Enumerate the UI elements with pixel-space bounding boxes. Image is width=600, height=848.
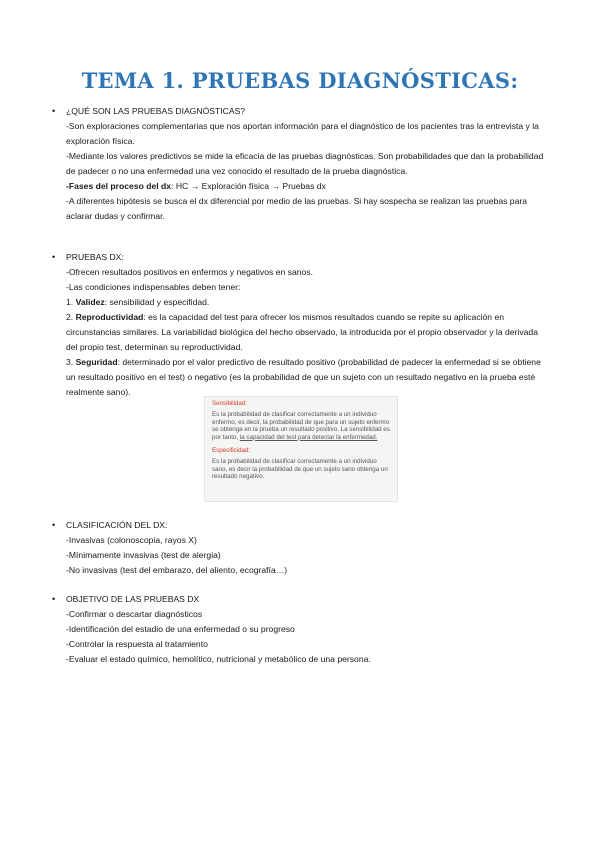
paragraph xyxy=(66,179,546,194)
bullet-icon: • xyxy=(52,594,56,604)
item-number: 3. xyxy=(66,357,76,367)
list-item: -Confirmar o descartar diagnósticos xyxy=(66,609,203,619)
section-heading: CLASIFICACIÓN DEL DX: xyxy=(66,520,168,530)
bold-label: -Fases del proceso del dx xyxy=(66,181,172,191)
paragraph: -Son exploraciones complementarias que nos aportan información para el diagnóstico de los pacientes tras la entrevista y la exploración física. xyxy=(66,121,539,146)
section-pruebas-dx xyxy=(52,250,546,400)
underlined-text: la capacidad del test para detectar la enfermedad. xyxy=(239,433,378,441)
page-title: TEMA 1. PRUEBAS DIAGNÓSTICAS: xyxy=(81,68,519,93)
list-item: -Controlar la respuesta al tratamiento xyxy=(66,639,208,649)
section-que-son xyxy=(52,104,546,224)
bullet-icon: • xyxy=(52,106,56,116)
list-item: -Invasivas (colonoscopia, rayos X) xyxy=(66,535,197,545)
definitions-image-box xyxy=(204,396,398,502)
bold-label: Seguridad xyxy=(75,357,118,367)
item-number: 2. xyxy=(66,312,76,322)
list-item: -No invasivas (test del embarazo, del aliento, ecografía…) xyxy=(66,565,288,575)
especificidad-heading: Especificidad: xyxy=(212,447,251,455)
paragraph: -Mediante los valores predictivos se mide la eficacia de las pruebas diagnósticas. Son probabilidades que dan la probabilidad de padecer o no una enfermedad una vez conocido el resultado de la prueba diagnóstica. xyxy=(66,151,544,176)
paragraph: -A diferentes hipótesis se busca el dx diferencial por medio de las pruebas. Si hay sospecha se realizan las pruebas para aclarar dudas y confirmar. xyxy=(66,196,527,221)
text: : sensibilidad y especifidad. xyxy=(104,297,210,307)
list-item: -Evaluar el estado químico, hemolítico, nutricional y metabólico de una persona. xyxy=(66,654,371,664)
text: Es la probabilidad de clasificar correctamente a un individuo enfermo, es decir, la probabilidad de que para un sujeto enfermo se obtenga en la prueba un resultado positivo. La sensibilidad es por tanto, xyxy=(212,411,390,441)
list-item: -Mínimamente invasivas (test de alergia) xyxy=(66,550,221,560)
section-heading: OBJETIVO DE LAS PRUEBAS DX xyxy=(66,594,200,604)
section-clasificacion xyxy=(52,518,546,578)
list-item xyxy=(66,310,546,355)
section-heading: ¿QUÉ SON LAS PRUEBAS DIAGNÓSTICAS? xyxy=(66,106,246,116)
bullet-icon: • xyxy=(52,252,56,262)
section-objetivo xyxy=(52,592,546,667)
text: : determinado por el valor predictivo de resultado positivo (probabilidad de padecer la enfermedad si se obtiene un resultado positivo en el test) o negativo (es la probabilidad de que un sujeto con un resultado negativo en la prueba esté realmente sano). xyxy=(66,357,541,397)
paragraph: -Ofrecen resultados positivos en enfermos y negativos en sanos. xyxy=(66,267,313,277)
section-heading: PRUEBAS DX: xyxy=(66,252,124,262)
list-item: -Identificación del estadio de una enfermedad o su progreso xyxy=(66,624,295,634)
list-item xyxy=(66,295,546,310)
paragraph: -Las condiciones indispensables deben tener: xyxy=(66,282,241,292)
especificidad-text: Es la probabilidad de clasificar correctamente a un individuo sano, es decir la probabilidad de que un sujeto sano obtenga un resultado negativo. xyxy=(212,458,388,481)
list-item xyxy=(66,355,546,400)
sensibilidad-text xyxy=(212,411,391,441)
bold-label: Reproductividad xyxy=(75,312,144,322)
sensibilidad-heading: Sensibilidad: xyxy=(212,400,248,407)
bold-label: Validez xyxy=(75,297,105,307)
text: : HC → Exploración física → Pruebas dx xyxy=(171,181,326,191)
item-number: 1. xyxy=(66,297,76,307)
bullet-icon: • xyxy=(52,520,56,530)
text: : es la capacidad del test para ofrecer los mismos resultados cuando se repite su aplicación en circunstancias similares. La variabilidad biológica del hecho observado, la introducida por el propio observador y la derivada del propio test, determinan su reproductividad. xyxy=(66,312,538,352)
